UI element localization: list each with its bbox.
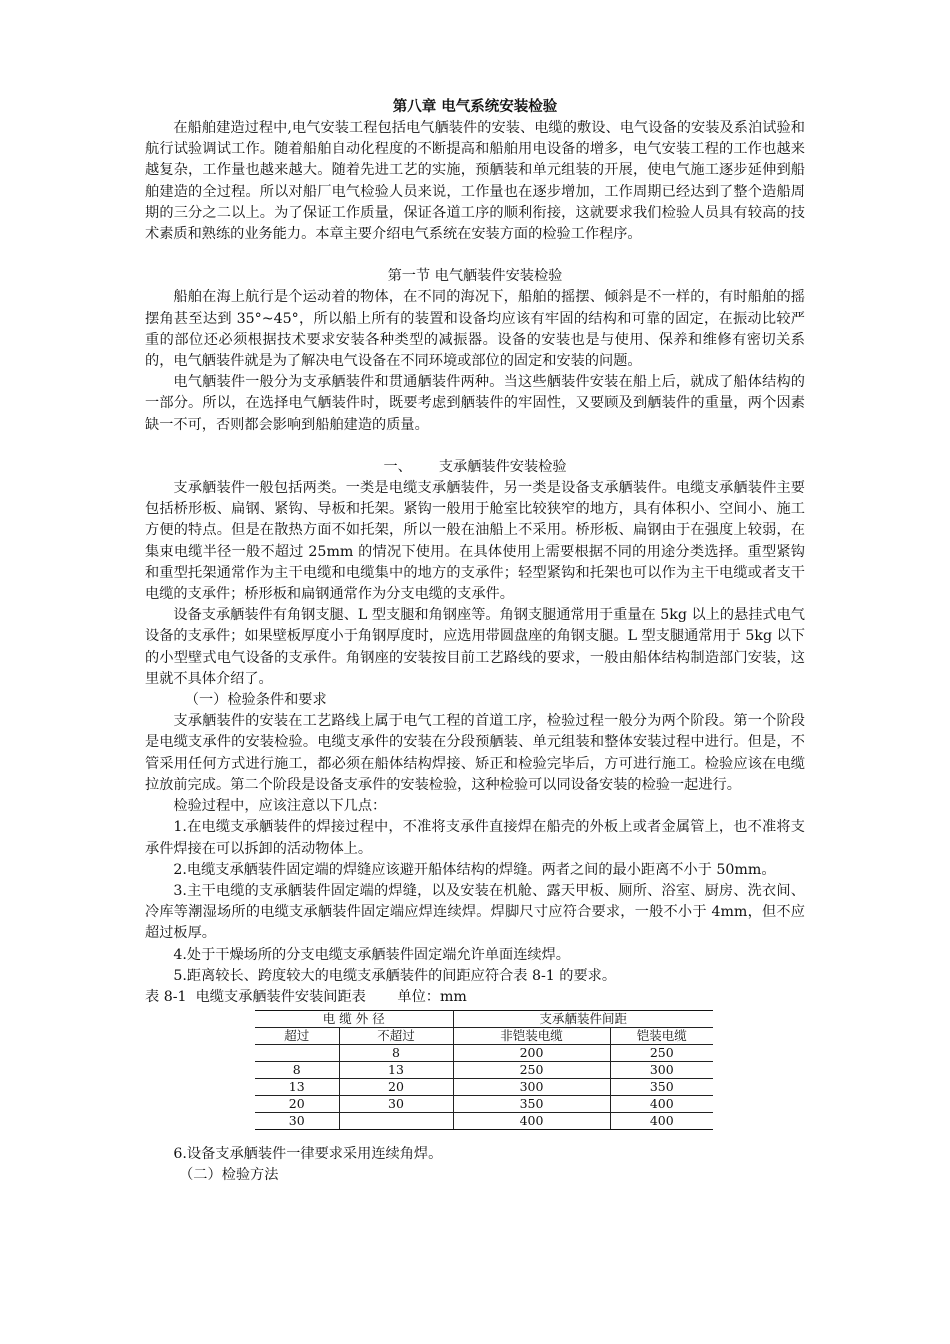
table-row <box>255 1113 713 1130</box>
spacer <box>145 436 805 457</box>
subsection-title: 一、 支承舾装件安装检验 <box>383 458 567 475</box>
table-cell: 8 <box>255 1062 339 1079</box>
table-cell: 200 <box>453 1045 610 1062</box>
table-cell: 300 <box>610 1062 713 1079</box>
table-cell <box>339 1113 453 1130</box>
item-title: （二）检验方法 <box>179 1167 279 1184</box>
cable-spacing-table <box>255 1010 713 1130</box>
point-item: 3.主干电缆的支承舾装件固定端的焊缝，以及安装在机舱、露天甲板、厕所、浴室、厨房、洗衣间、冷库等潮湿场所的电缆支承舾装件固定端应焊连续焊。焊脚尺寸应符合要求，一般不小于 4mm，但不应超过板厚。 <box>145 882 805 942</box>
table-row <box>255 1045 713 1062</box>
column-header: 不超过 <box>339 1028 453 1045</box>
table-cell: 250 <box>610 1045 713 1062</box>
table-header-row <box>255 1028 713 1045</box>
table-cell: 350 <box>453 1096 610 1113</box>
column-header: 超过 <box>255 1028 339 1045</box>
point-item: 4.处于干燥场所的分支电缆支承舾装件固定端允许单面连续焊。 <box>173 946 570 963</box>
group-header-spacing: 支承舾装件间距 <box>453 1011 713 1028</box>
section-paragraph: 船舶在海上航行是个运动着的物体，在不同的海况下，船舶的摇摆、倾斜是不一样的，有时船舶的摇摆角甚至达到 35°~45°，所以船上所有的装置和设备均应该有牢固的结构和可靠的固定，在振动比较严重的部位还必须根据技术要求安装各种类型的减振器。设备的安装也是与使用、保养和维修有密切关系的，电气舾装件就是为了解决电气设备在不同环境或部位的固定和安装的问题。 <box>145 289 805 370</box>
table-cell: 350 <box>610 1079 713 1096</box>
subsection-paragraph: 支承舾装件一般包括两类。一类是电缆支承舾装件，另一类是设备支承舾装件。电缆支承舾装件主要包括桥形板、扁钢、紧钩、导板和托架。紧钩一般用于舱室比较狭窄的地方，具有体积小、空间小、施工方便的特点。但是在散热方面不如托架，所以一般在油船上不采用。桥形板、扁钢由于在强度上较弱，在集束电缆半径一般不超过 25mm 的情况下使用。在具体使用上需要根据不同的用途分类选择。重型紧钩和重型托架通常作为主干电缆和电缆集中的地方的支承件；轻型紧钩和托架也可以作为主干电缆或者支干电缆的支承件；桥形板和扁钢通常作为分支电缆的支承件。 <box>145 480 805 603</box>
table-cell: 20 <box>255 1096 339 1113</box>
group-header-diameter: 电 缆 外 径 <box>255 1011 453 1028</box>
table-caption: 表 8-1 电缆支承舾装件安装间距表 单位：mm <box>145 988 467 1005</box>
table-cell <box>255 1045 339 1062</box>
point-item: 6.设备支承舾装件一律要求采用连续角焊。 <box>173 1146 443 1163</box>
table-cell: 8 <box>339 1045 453 1062</box>
table-row <box>255 1079 713 1096</box>
intro-paragraph: 在船舶建造过程中,电气安装工程包括电气舾装件的安装、电缆的敷设、电气设备的安装及系泊试验和航行试验调试工作。随着船舶自动化程度的不断提高和船舶用电设备的增多，电气安装工程的工作也越来越复杂，工作量也越来越大。随着先进工艺的实施，预舾装和单元组装的开展，使电气施工逐步延伸到船舶建造的全过程。所以对船厂电气检验人员来说，工作量也在逐步增加，工作周期已经达到了整个造船周期的三分之二以上。为了保证工作质量，保证各道工序的顺利衔接，这就要求我们检验人员具有较高的技术素质和熟练的业务能力。本章主要介绍电气系统在安装方面的检验工作程序。 <box>145 120 805 243</box>
table-cell: 13 <box>339 1062 453 1079</box>
point-item: 5.距离较长、跨度较大的电缆支承舾装件的间距应符合表 8-1 的要求。 <box>173 967 617 984</box>
table-cell: 30 <box>255 1113 339 1130</box>
item-paragraph: 支承舾装件的安装在工艺路线上属于电气工程的首道工序，检验过程一般分为两个阶段。第一个阶段是电缆支承件的安装检验。电缆支承件的安装在分段预舾装、单元组装和整体安装过程中进行。但是，不管采用任何方式进行施工，都必须在船体结构焊接、矫正和检验完毕后，方可进行施工。检验应该在电缆拉放前完成。第二个阶段是设备支承件的安装检验，这种检验可以同设备安装的检验一起进行。 <box>145 713 805 793</box>
subsection-paragraph: 设备支承舾装件有角钢支腿、L 型支腿和角钢座等。角钢支腿通常用于重量在 5kg 以上的悬挂式电气设备的支承件；如果壁板厚度小于角钢厚度时，应选用带圆盘座的角钢支腿。L 型支腿通常用于 5kg 以下的小型壁式电气设备的支承件。角钢座的安装按目前工艺路线的要求，一般由船体结构制造部门安装，这里就不具体介绍了。 <box>145 607 805 687</box>
section-title: 第一节 电气舾装件安装检验 <box>387 268 563 285</box>
point-item: 2.电缆支承舾装件固定端的焊缝应该避开船体结构的焊缝。两者之间的最小距离不小于 50mm。 <box>173 861 776 878</box>
table-cell: 20 <box>339 1079 453 1096</box>
column-header: 非铠装电缆 <box>453 1028 610 1045</box>
table-row <box>255 1062 713 1079</box>
table-cell: 30 <box>339 1096 453 1113</box>
table-cell: 400 <box>610 1113 713 1130</box>
chapter-title: 第八章 电气系统安装检验 <box>392 99 558 115</box>
item-title: （一）检验条件和要求 <box>184 692 327 709</box>
spacer <box>145 245 805 266</box>
item-paragraph: 检验过程中，应该注意以下几点： <box>173 798 387 815</box>
column-header: 铠装电缆 <box>610 1028 713 1045</box>
section-paragraph: 电气舾装件一般分为支承舾装件和贯通舾装件两种。当这些舾装件安装在船上后，就成了船体结构的一部分。所以，在选择电气舾装件时，既要考虑到舾装件的牢固性，又要顾及到舾装件的重量，两个因素缺一不可，否则都会影响到船舶建造的质量。 <box>145 374 805 433</box>
table-row <box>255 1096 713 1113</box>
point-item: 1.在电缆支承舾装件的焊接过程中，不准将支承件直接焊在船壳的外板上或者金属管上，也不准将支承件焊接在可以拆卸的活动物体上。 <box>145 819 805 857</box>
table-cell: 250 <box>453 1062 610 1079</box>
table-cell: 400 <box>453 1113 610 1130</box>
table-cell: 400 <box>610 1096 713 1113</box>
table-cell: 300 <box>453 1079 610 1096</box>
table-cell: 13 <box>255 1079 339 1096</box>
table-group-header-row <box>255 1011 713 1028</box>
